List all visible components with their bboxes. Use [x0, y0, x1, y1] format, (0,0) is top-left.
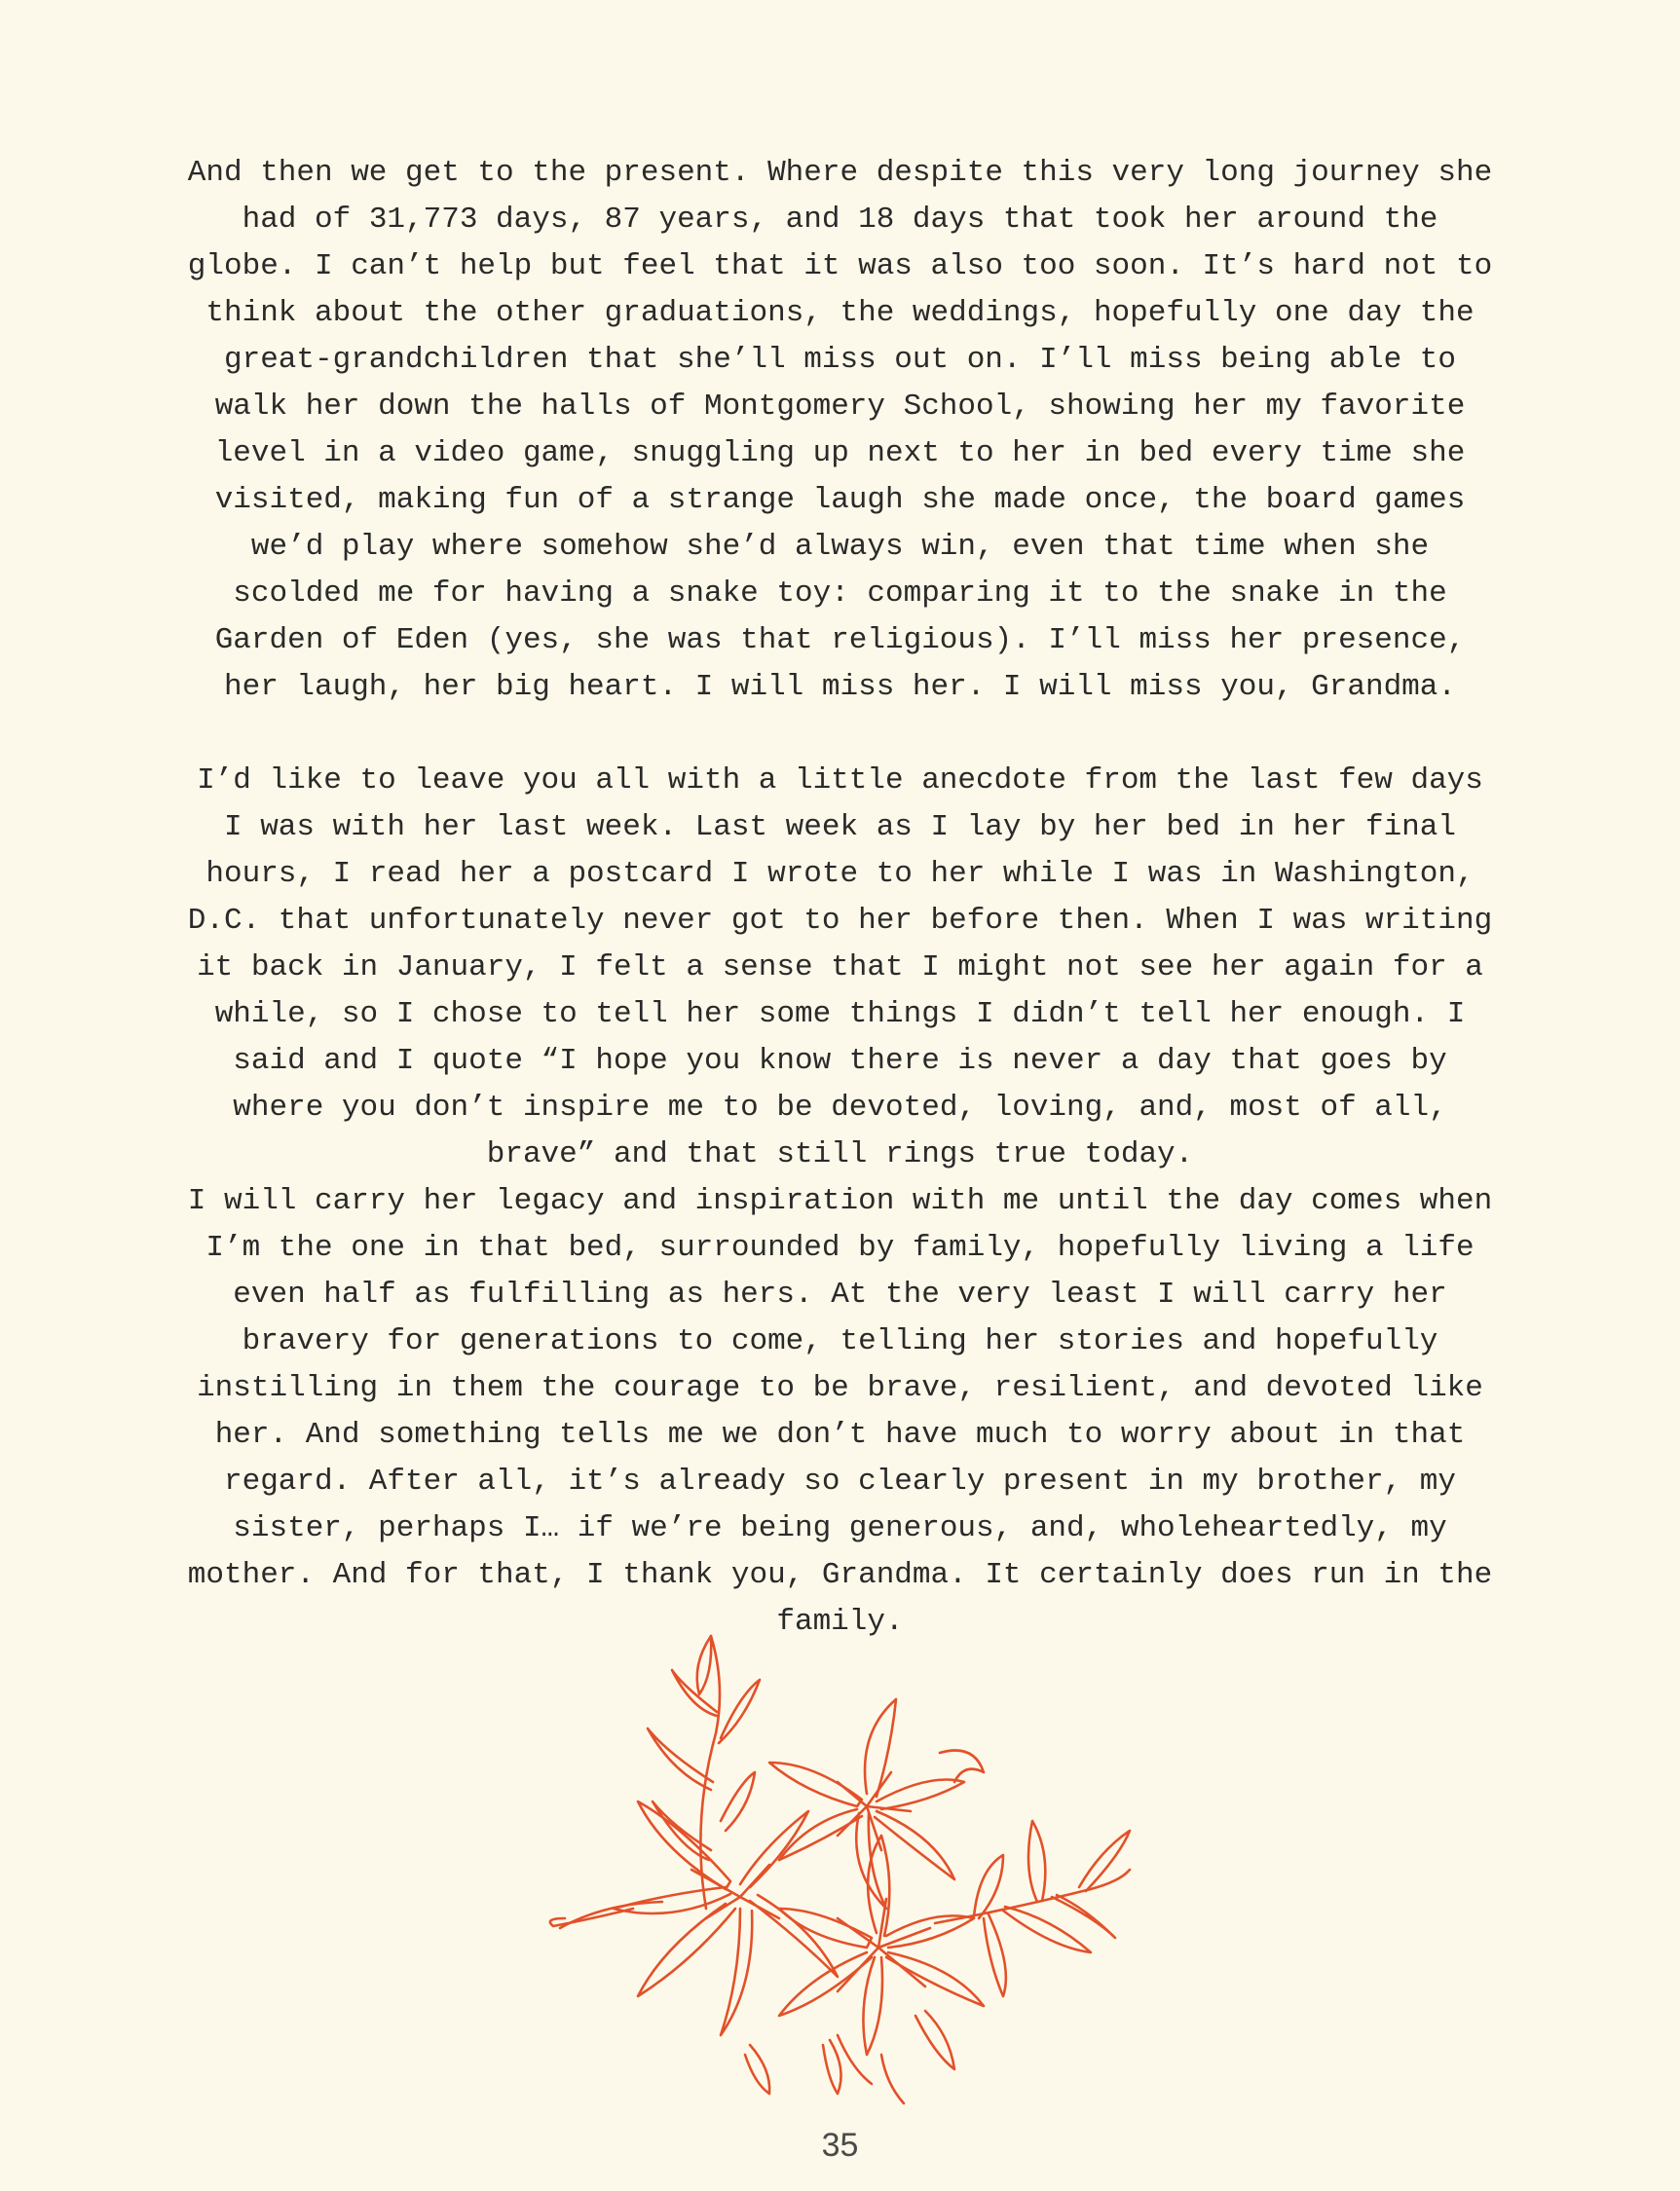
text-line: D.C. that unfortunately never got to her before then. When I was writing	[187, 904, 1493, 938]
text-line: while, so I chose to tell her some things I didn’t tell her enough. I	[214, 997, 1466, 1031]
text-line: sister, perhaps I… if we’re being generous, and, wholeheartedly, my	[233, 1511, 1447, 1545]
text-line: her laugh, her big heart. I will miss her. I will miss you, Grandma.	[223, 670, 1456, 704]
text-line: said and I quote “I hope you know there is never a day that goes by	[233, 1044, 1447, 1078]
text-line: I’d like to leave you all with a little anecdote from the last few days	[197, 763, 1483, 798]
bud-left-upper	[672, 1670, 717, 1716]
text-line: scolded me for having a snake toy: comparing it to the snake in the	[233, 576, 1447, 611]
leaf-right-lower	[1003, 1907, 1091, 1952]
text-line: mother. And for that, I thank you, Grandma. It certainly does run in the	[187, 1558, 1493, 1592]
text-line: walk her down the halls of Montgomery School, showing her my favorite	[214, 390, 1466, 424]
text-line: family.	[776, 1605, 904, 1639]
text-line: globe. I can’t help but feel that it was also too soon. It’s hard not to	[187, 249, 1493, 283]
text-line: we’d play where somehow she’d always win, even that time when she	[250, 530, 1430, 564]
text-line: I will carry her legacy and inspiration with me until the day comes when	[187, 1184, 1493, 1218]
text-line: it back in January, I felt a sense that I might not see her again for a	[197, 950, 1483, 984]
body-text	[93, 150, 1587, 1646]
text-line: instilling in them the courage to be brave, resilient, and devoted like	[197, 1371, 1483, 1405]
text-line: where you don’t inspire me to be devoted, loving, and, most of all,	[233, 1091, 1447, 1125]
text-line: regard. After all, it’s already so clearly present in my brother, my	[223, 1465, 1456, 1499]
text-line: brave” and that still rings true today.	[486, 1137, 1194, 1171]
leaf-right-tip	[1079, 1831, 1130, 1891]
text-line: great-grandchildren that she’ll miss out on. I’ll miss being able to	[223, 343, 1456, 377]
text-line: I’m the one in that bed, surrounded by family, hopefully living a life	[205, 1231, 1475, 1265]
text-line: level in a video game, snuggling up next to her in bed every time she	[214, 436, 1466, 470]
leaf-left-upper	[648, 1728, 713, 1790]
text-line: I was with her last week. Last week as I lay by her bed in her final	[223, 810, 1456, 844]
text-line: think about the other graduations, the weddings, hopefully one day the	[205, 296, 1475, 330]
leaf-right-upper	[1028, 1821, 1045, 1902]
text-line: And then we get to the present. Where despite this very long journey she	[187, 156, 1493, 190]
text-line: even half as fulfilling as hers. At the very least I will carry her	[233, 1278, 1447, 1312]
bud-bottom-left	[745, 2045, 769, 2094]
text-line: Garden of Eden (yes, she was that religious). I’ll miss her presence,	[214, 623, 1466, 657]
bud-bottom-mid	[823, 2040, 841, 2094]
text-line: had of 31,773 days, 87 years, and 18 days that took her around the	[242, 203, 1438, 237]
bud-right-upper	[719, 1680, 760, 1743]
page-number: 35	[821, 2127, 859, 2164]
lily-left	[550, 1801, 838, 2035]
paragraph-gap	[93, 711, 1587, 758]
leaf-right-curl	[984, 1914, 1006, 1996]
leaf-bottom-right	[915, 2011, 954, 2069]
text-line: visited, making fun of a strange laugh she made once, the board games	[214, 483, 1466, 517]
text-line: bravery for generations to come, telling her stories and hopefully	[242, 1324, 1438, 1358]
text-line: hours, I read her a postcard I wrote to her while I was in Washington,	[205, 857, 1475, 891]
paragraph-2	[93, 758, 1587, 1646]
bud-right	[974, 1855, 1003, 1918]
paragraph-1	[93, 150, 1587, 711]
text-line: her. And something tells me we don’t have much to worry about in that	[214, 1418, 1466, 1452]
lily-top	[769, 1699, 984, 1909]
bud-mid	[721, 1772, 755, 1831]
bud-top	[697, 1636, 712, 1694]
lily-bouquet-illustration	[545, 1626, 1139, 2113]
